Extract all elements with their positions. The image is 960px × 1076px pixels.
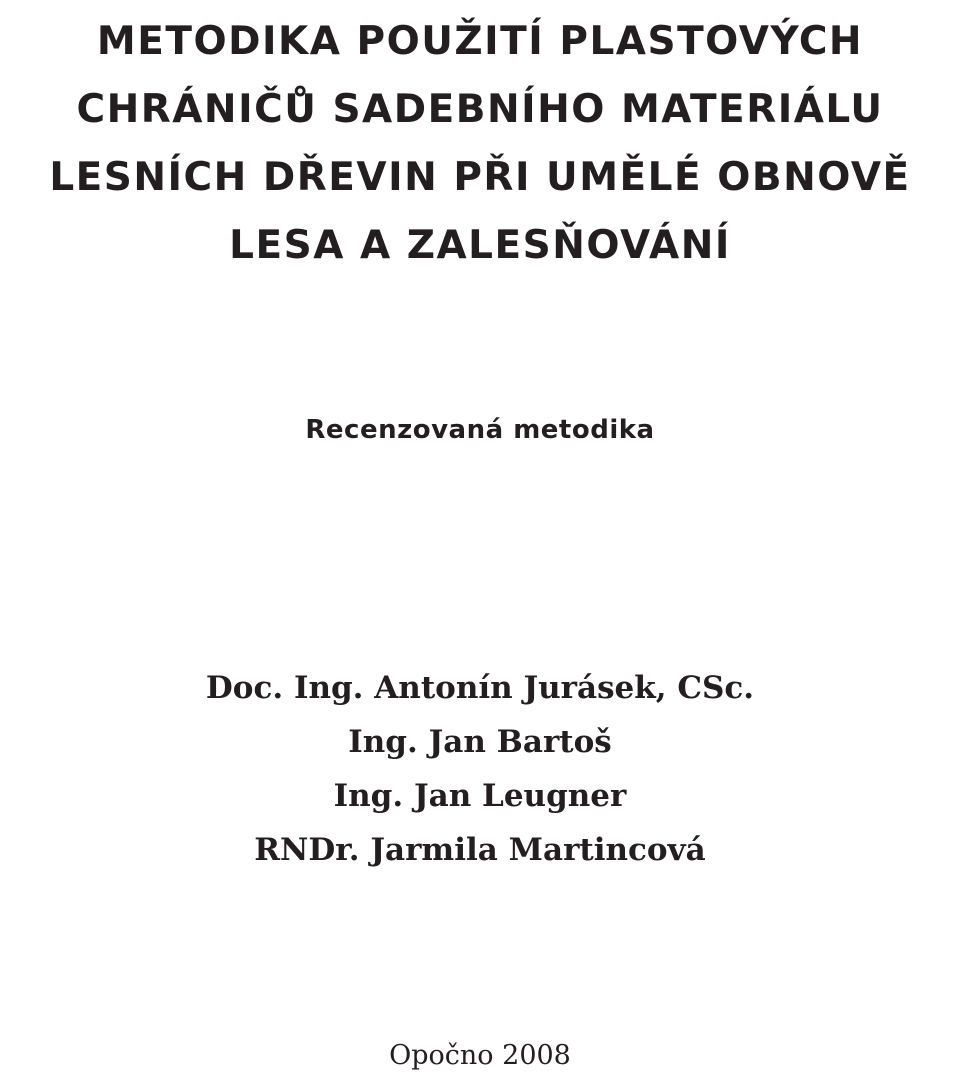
- title-line: METODIKA POUŽITÍ PLASTOVÝCH: [96, 19, 864, 64]
- document-subtitle: Recenzovaná metodika: [305, 415, 655, 445]
- author-name: Ing. Jan Leugner: [333, 778, 627, 814]
- title-line: LESA A ZALESŇOVÁNÍ: [229, 223, 731, 268]
- author-name: Ing. Jan Bartoš: [348, 724, 612, 760]
- author-name: RNDr. Jarmila Martincová: [254, 832, 706, 868]
- title-line: CHRÁNIČŮ SADEBNÍHO MATERIÁLU: [76, 87, 884, 132]
- place-and-year: Opočno 2008: [389, 1040, 571, 1071]
- author-list: [0, 661, 960, 877]
- author-name: Doc. Ing. Antonín Jurásek, CSc.: [205, 670, 755, 706]
- document-title: [0, 8, 960, 280]
- title-line: LESNÍCH DŘEVIN PŘI UMĚLÉ OBNOVĚ: [49, 155, 911, 200]
